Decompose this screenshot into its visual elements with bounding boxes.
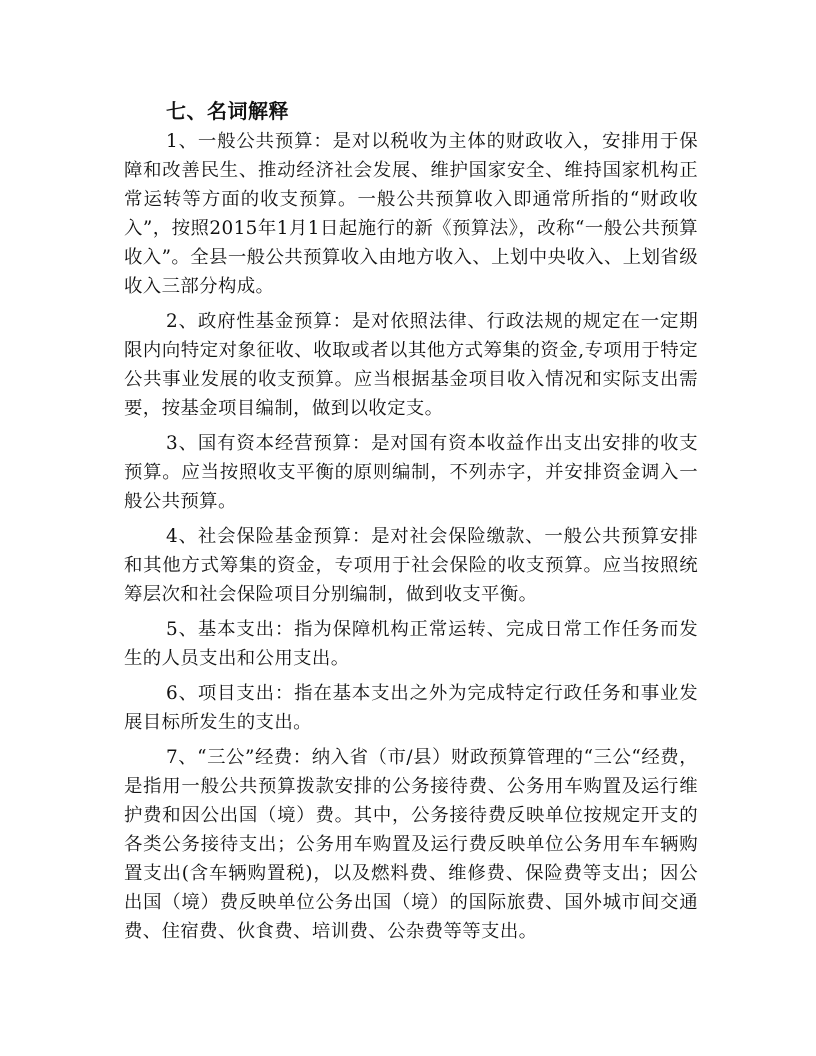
term-general-public-budget: 1、一般公共预算：是对以税收为主体的财政收入，安排用于保障和改善民生、推动经济社会发展、维护国家安全、维持国家机构正常运转等方面的收支预算。一般公共预算收入即通常所指的“财政收入”，按照2015年1月1日起施行的新《预算法》，改称“一般公共预算收入”。全县一般公共预算收入由地方收入、上划中央收入、上划省级收入三部分构成。 — [124, 131, 698, 297]
document-page — [124, 96, 698, 952]
term-three-public-expenses: 7、“三公”经费：纳入省（市/县）财政预算管理的“三公“经费，是指用一般公共预算拨款安排的公务接待费、公务用车购置及运行维护费和因公出国（境）费。其中，公务接待费反映单位按规定开支的各类公务接待支出；公务用车购置及运行费反映单位公务用车车辆购置支出(含车辆购置税)，以及燃料费、维修费、保险费等支出；因公出国（境）费反映单位公务出国（境）的国际旅费、国外城市间交通费、住宿费、伙食费、培训费、公杂费等等支出。 — [124, 747, 698, 942]
term-state-capital-budget: 3、国有资本经营预算：是对国有资本收益作出支出安排的收支预算。应当按照收支平衡的原则编制，不列赤字，并安排资金调入一般公共预算。 — [124, 433, 698, 512]
term-project-expenditure: 6、项目支出：指在基本支出之外为完成特定行政任务和事业发展目标所发生的支出。 — [124, 683, 698, 733]
term-basic-expenditure: 5、基本支出：指为保障机构正常运转、完成日常工作任务而发生的人员支出和公用支出。 — [124, 619, 698, 669]
term-social-insurance-budget: 4、社会保险基金预算：是对社会保险缴款、一般公共预算安排和其他方式筹集的资金，专项用于社会保险的收支预算。应当按照统筹层次和社会保险项目分别编制，做到收支平衡。 — [124, 526, 698, 605]
section-title: 七、名词解释 — [166, 99, 289, 123]
term-government-fund-budget: 2、政府性基金预算：是对依照法律、行政法规的规定在一定期限内向特定对象征收、收取或者以其他方式筹集的资金,专项用于特定公共事业发展的收支预算。应当根据基金项目收入情况和实际支出需要，按基金项目编制，做到以收定支。 — [124, 311, 698, 419]
